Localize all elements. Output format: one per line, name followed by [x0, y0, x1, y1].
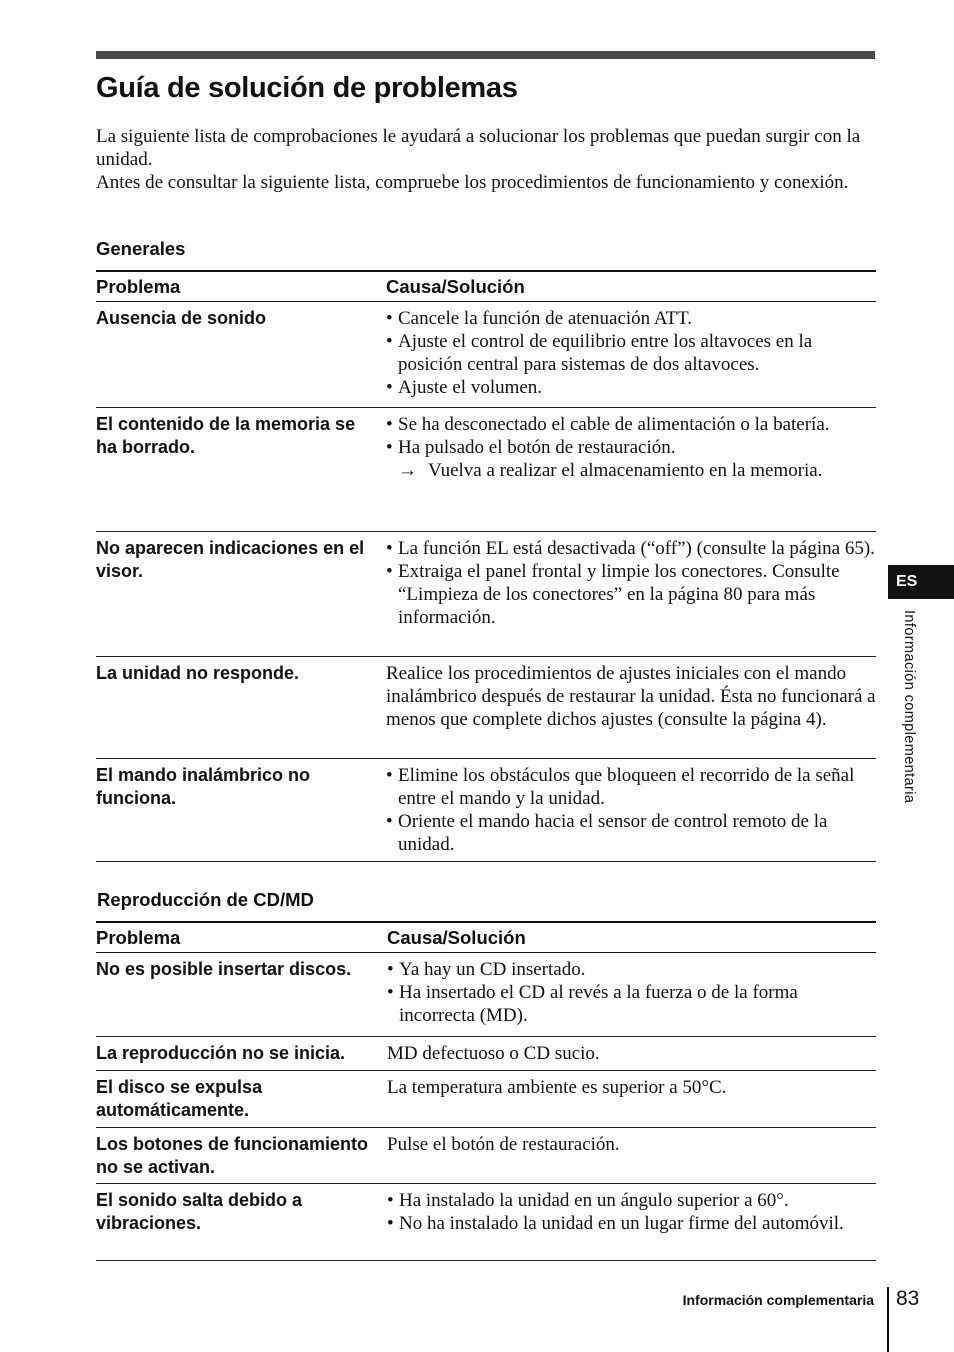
solution-list	[386, 764, 876, 856]
solution-list	[387, 958, 876, 1027]
solution-cell	[387, 1133, 876, 1183]
intro-paragraph-1: La siguiente lista de comprobaciones le ayudará a solucionar los problemas que puedan surgir con la unidad.	[96, 126, 861, 170]
column-header-problem: Problema	[96, 926, 181, 948]
table-row	[96, 1184, 876, 1261]
table-row	[96, 408, 876, 532]
solution-text: Pulse el botón de restauración.	[387, 1134, 620, 1155]
problem-cell: El mando inalámbrico no funciona.	[96, 765, 311, 808]
table-row	[96, 302, 876, 408]
problem-cell: La reproducción no se inicia.	[96, 1043, 346, 1063]
page-title: Guía de solución de problemas	[96, 72, 518, 104]
solution-item: • Se ha desconectado el cable de alimentación o la batería.	[386, 413, 876, 436]
top-rule	[96, 51, 875, 59]
solution-cell	[386, 537, 876, 656]
arrow-icon: →	[398, 460, 417, 481]
column-header-problem: Problema	[96, 275, 181, 297]
solution-cell	[387, 1042, 876, 1070]
solution-list	[386, 537, 876, 629]
column-header-cause: Causa/Solución	[386, 275, 525, 297]
solution-item: • Ha pulsado el botón de restauración.	[386, 436, 876, 459]
solution-list	[386, 307, 876, 399]
table-header-row	[96, 921, 876, 953]
solution-cell	[386, 413, 876, 531]
solution-cell	[387, 1076, 876, 1127]
solution-item: • Ajuste el volumen.	[386, 376, 876, 399]
table-row	[96, 953, 876, 1037]
solution-cell	[386, 662, 876, 758]
problem-cell: La unidad no responde.	[96, 663, 300, 683]
problem-cell: No aparecen indicaciones en el visor.	[96, 538, 365, 581]
table-row	[96, 1128, 876, 1184]
column-header-cause: Causa/Solución	[387, 926, 526, 948]
intro-text	[96, 125, 876, 194]
solution-item: • Ajuste el control de equilibrio entre los altavoces en la posición central para sistemas de dos altavoces.	[386, 330, 876, 376]
page-number: 83	[896, 1287, 920, 1310]
footer-divider	[887, 1287, 889, 1352]
problem-cell: El disco se expulsa automáticamente.	[96, 1077, 263, 1120]
solution-item: • Ha instalado la unidad en un ángulo superior a 60°.	[387, 1189, 876, 1212]
solution-text: MD defectuoso o CD sucio.	[387, 1043, 600, 1064]
table-row	[96, 1037, 876, 1071]
solution-item: • Ha insertado el CD al revés a la fuerza o de la forma incorrecta (MD).	[387, 981, 876, 1027]
table-row	[96, 657, 876, 759]
solution-item: • Cancele la función de atenuación ATT.	[386, 307, 876, 330]
language-tab: ES	[888, 565, 954, 599]
solution-list	[387, 1189, 876, 1235]
problem-cell: Los botones de funcionamiento no se activan.	[96, 1134, 369, 1177]
solution-item: • No ha instalado la unidad en un lugar firme del automóvil.	[387, 1212, 876, 1235]
solution-text: La temperatura ambiente es superior a 50°C.	[387, 1077, 727, 1098]
solution-item: • La función EL está desactivada (“off”) (consulte la página 65).	[386, 537, 876, 560]
troubleshooting-table-cd-md	[96, 921, 876, 1261]
solution-item: • Oriente el mando hacia el sensor de control remoto de la unidad.	[386, 810, 876, 856]
solution-item: • Extraiga el panel frontal y limpie los conectores. Consulte “Limpieza de los conectores” en la página 80 para más información.	[386, 560, 876, 629]
solution-cell	[387, 1189, 876, 1260]
problem-cell: El sonido salta debido a vibraciones.	[96, 1190, 303, 1233]
solution-text: Realice los procedimientos de ajustes iniciales con el mando inalámbrico después de restaurar la unidad. Ésta no funcionará a menos que complete dichos ajustes (consulte la página 4).	[386, 663, 876, 730]
solution-list	[386, 413, 876, 459]
followup-text: Vuelva a realizar el almacenamiento en la memoria.	[428, 460, 823, 481]
problem-cell: Ausencia de sonido	[96, 308, 267, 328]
footer-section-label: Información complementaria	[682, 1292, 874, 1308]
solution-item: • Ya hay un CD insertado.	[387, 958, 876, 981]
section-title-cd-md: Reproducción de CD/MD	[97, 889, 314, 910]
solution-item: • Elimine los obstáculos que bloqueen el recorrido de la señal entre el mando y la unidad.	[386, 764, 876, 810]
table-header-row	[96, 270, 876, 302]
solution-cell	[386, 764, 876, 861]
solution-followup	[386, 459, 876, 482]
table-row	[96, 532, 876, 657]
side-section-label: Información complementaria	[901, 610, 917, 804]
table-row	[96, 759, 876, 862]
problem-cell: El contenido de la memoria se ha borrado.	[96, 414, 356, 457]
problem-cell: No es posible insertar discos.	[96, 959, 352, 979]
troubleshooting-table-generales	[96, 270, 876, 862]
section-title-generales: Generales	[96, 238, 186, 259]
table-row	[96, 1071, 876, 1128]
intro-paragraph-2: Antes de consultar la siguiente lista, compruebe los procedimientos de funcionamiento y conexión.	[96, 172, 849, 193]
solution-cell	[387, 958, 876, 1036]
solution-cell	[386, 307, 876, 407]
